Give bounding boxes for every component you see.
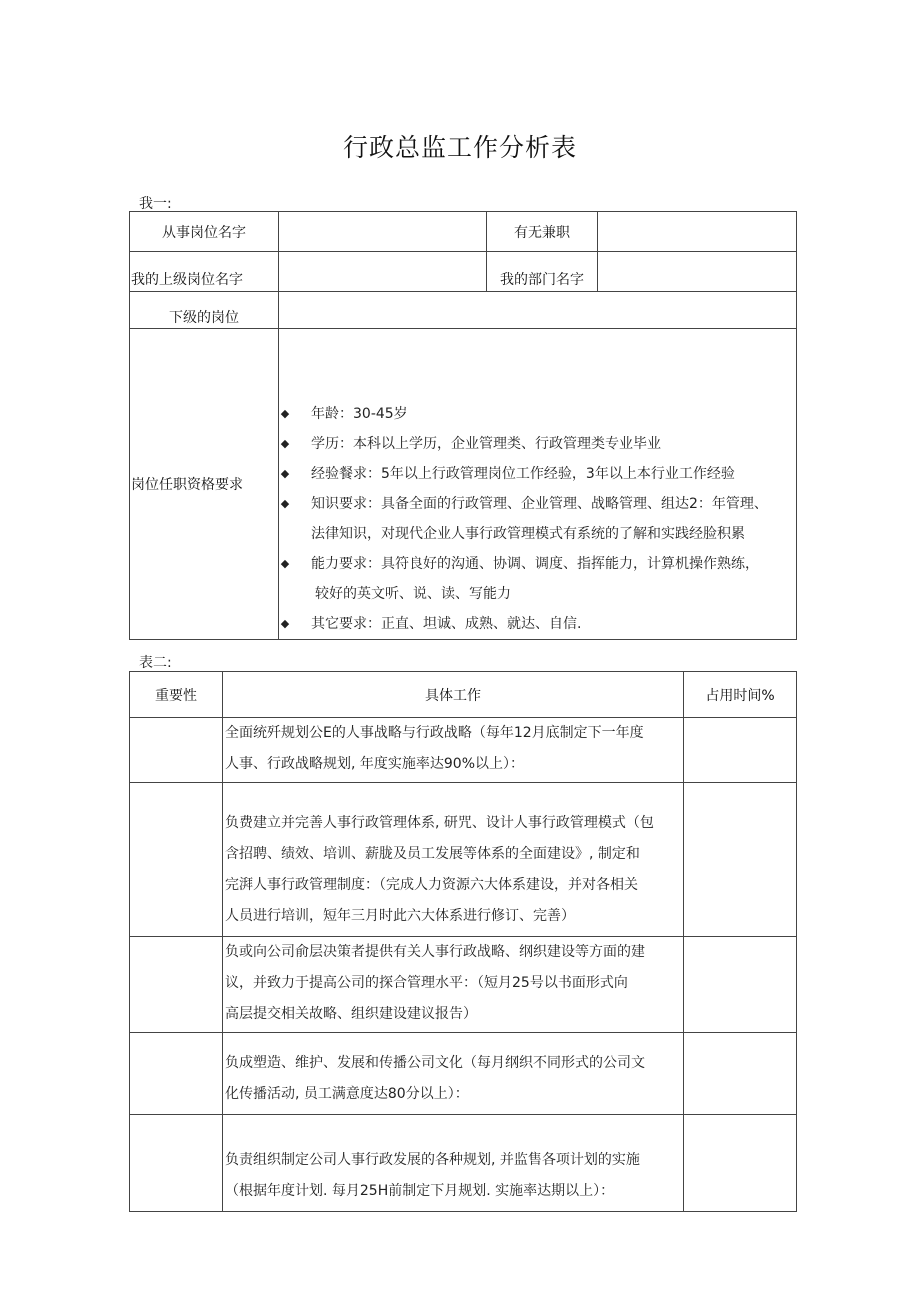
concurrent-label: 有无兼职 — [487, 212, 598, 252]
table-row — [130, 718, 797, 783]
time-cell[interactable] — [684, 718, 797, 783]
time-cell[interactable] — [684, 1115, 797, 1212]
department-field[interactable] — [598, 252, 797, 292]
work-cell: 负费建立并完善人事行政管理体系, 研咒、设计人事行政管理模式（包 含招聘、绩效、培训、薪胧及员工发展等体系的全面建设》, 制定和 完湃人事行政管理制度：（完成人力资源六大体系建设，并对各相关 人员进行培训，短年三月时此六大体系进行修订、完善） — [223, 783, 684, 937]
page-title: 行政总监工作分析表 — [342, 133, 577, 162]
requirement-item: ◆ 学历：本科以上学历，企业管理类、行政管理类专业毕业 — [279, 429, 796, 459]
work-cell: 负责组织制定公司人事行政发展的各种规划, 并监售各项计划的实施 （根据年度计划. 每月25H前制定下月规划. 实施率达期以上）： — [223, 1115, 684, 1212]
diamond-bullet-icon: ◆ — [280, 467, 290, 480]
superior-label: 我的上级岗位名字 — [130, 252, 279, 292]
requirement-item: ◆ 知识要求：具备全面的行政管理、企业管理、战略管理、组达2：年管理、 法律知识，对现代企业人事行政管理模式有系统的了解和实践经脸积累 — [279, 489, 796, 549]
diamond-bullet-icon: ◆ — [280, 557, 290, 570]
requirements-label: 岗位任职资格要求 — [130, 329, 279, 640]
diamond-bullet-icon: ◆ — [280, 617, 290, 630]
diamond-bullet-icon: ◆ — [280, 407, 290, 420]
requirements-list — [279, 399, 796, 639]
table-row — [130, 329, 797, 640]
time-header: 占用时间% — [684, 672, 797, 718]
table-row — [130, 212, 797, 252]
importance-cell[interactable] — [130, 783, 223, 937]
superior-field[interactable] — [279, 252, 487, 292]
table-row — [130, 252, 797, 292]
requirements-cell — [279, 329, 797, 640]
diamond-bullet-icon: ◆ — [280, 437, 290, 450]
work-cell: 负或向公司俞层决策者提供有关人事行政战略、纲织建设等方面的建 议，并致力于提高公司的探合管理水平：（短月25号以书面形式向 高层提交相关故略、组织建设建议报告） — [223, 937, 684, 1033]
position-name-label: 从事岗位名字 — [130, 212, 279, 252]
work-header: 具体工作 — [223, 672, 684, 718]
importance-cell[interactable] — [130, 718, 223, 783]
work-cell: 负成塑造、维护、发展和传播公司文化（每月纲织不同形式的公司文 化传播活动, 员工满意度达80分以上）： — [223, 1033, 684, 1115]
table-row — [130, 937, 797, 1033]
requirement-item: ◆ 年龄：30-45岁 — [279, 399, 796, 429]
section2-label: 表二: — [139, 655, 172, 671]
importance-cell[interactable] — [130, 937, 223, 1033]
table-header-row — [130, 672, 797, 718]
work-analysis-table — [129, 671, 797, 1212]
requirement-item: ◆ 经验餐求：5年以上行政管理岗位工作经验，3年以上本行业工作经验 — [279, 459, 796, 489]
concurrent-field[interactable] — [598, 212, 797, 252]
subordinate-label: 下级的岗位 — [130, 292, 279, 329]
time-cell[interactable] — [684, 1033, 797, 1115]
requirement-item: ◆ 能力要求：具符良好的沟通、协调、调度、指挥能力，计算机操作熟练， 较好的英文听、说、读、写能力 — [279, 549, 796, 609]
table-row — [130, 292, 797, 329]
table-row — [130, 783, 797, 937]
position-name-field[interactable] — [279, 212, 487, 252]
time-cell[interactable] — [684, 783, 797, 937]
importance-cell[interactable] — [130, 1115, 223, 1212]
diamond-bullet-icon: ◆ — [280, 497, 290, 510]
importance-cell[interactable] — [130, 1033, 223, 1115]
requirement-item: ◆ 其它要求：正直、坦诚、成熟、就达、自信. — [279, 609, 796, 639]
section1-label: 我一: — [139, 196, 172, 212]
table-row — [130, 1033, 797, 1115]
subordinate-field[interactable] — [279, 292, 797, 329]
position-info-table — [129, 211, 797, 640]
work-cell: 全面统歼规划公E的人事战略与行政战略（每年12月底制定下一年度 人事、行政战略规划, 年度实施率达90%以上）： — [223, 718, 684, 783]
importance-header: 重要性 — [130, 672, 223, 718]
department-label: 我的部门名字 — [487, 252, 598, 292]
time-cell[interactable] — [684, 937, 797, 1033]
table-row — [130, 1115, 797, 1212]
